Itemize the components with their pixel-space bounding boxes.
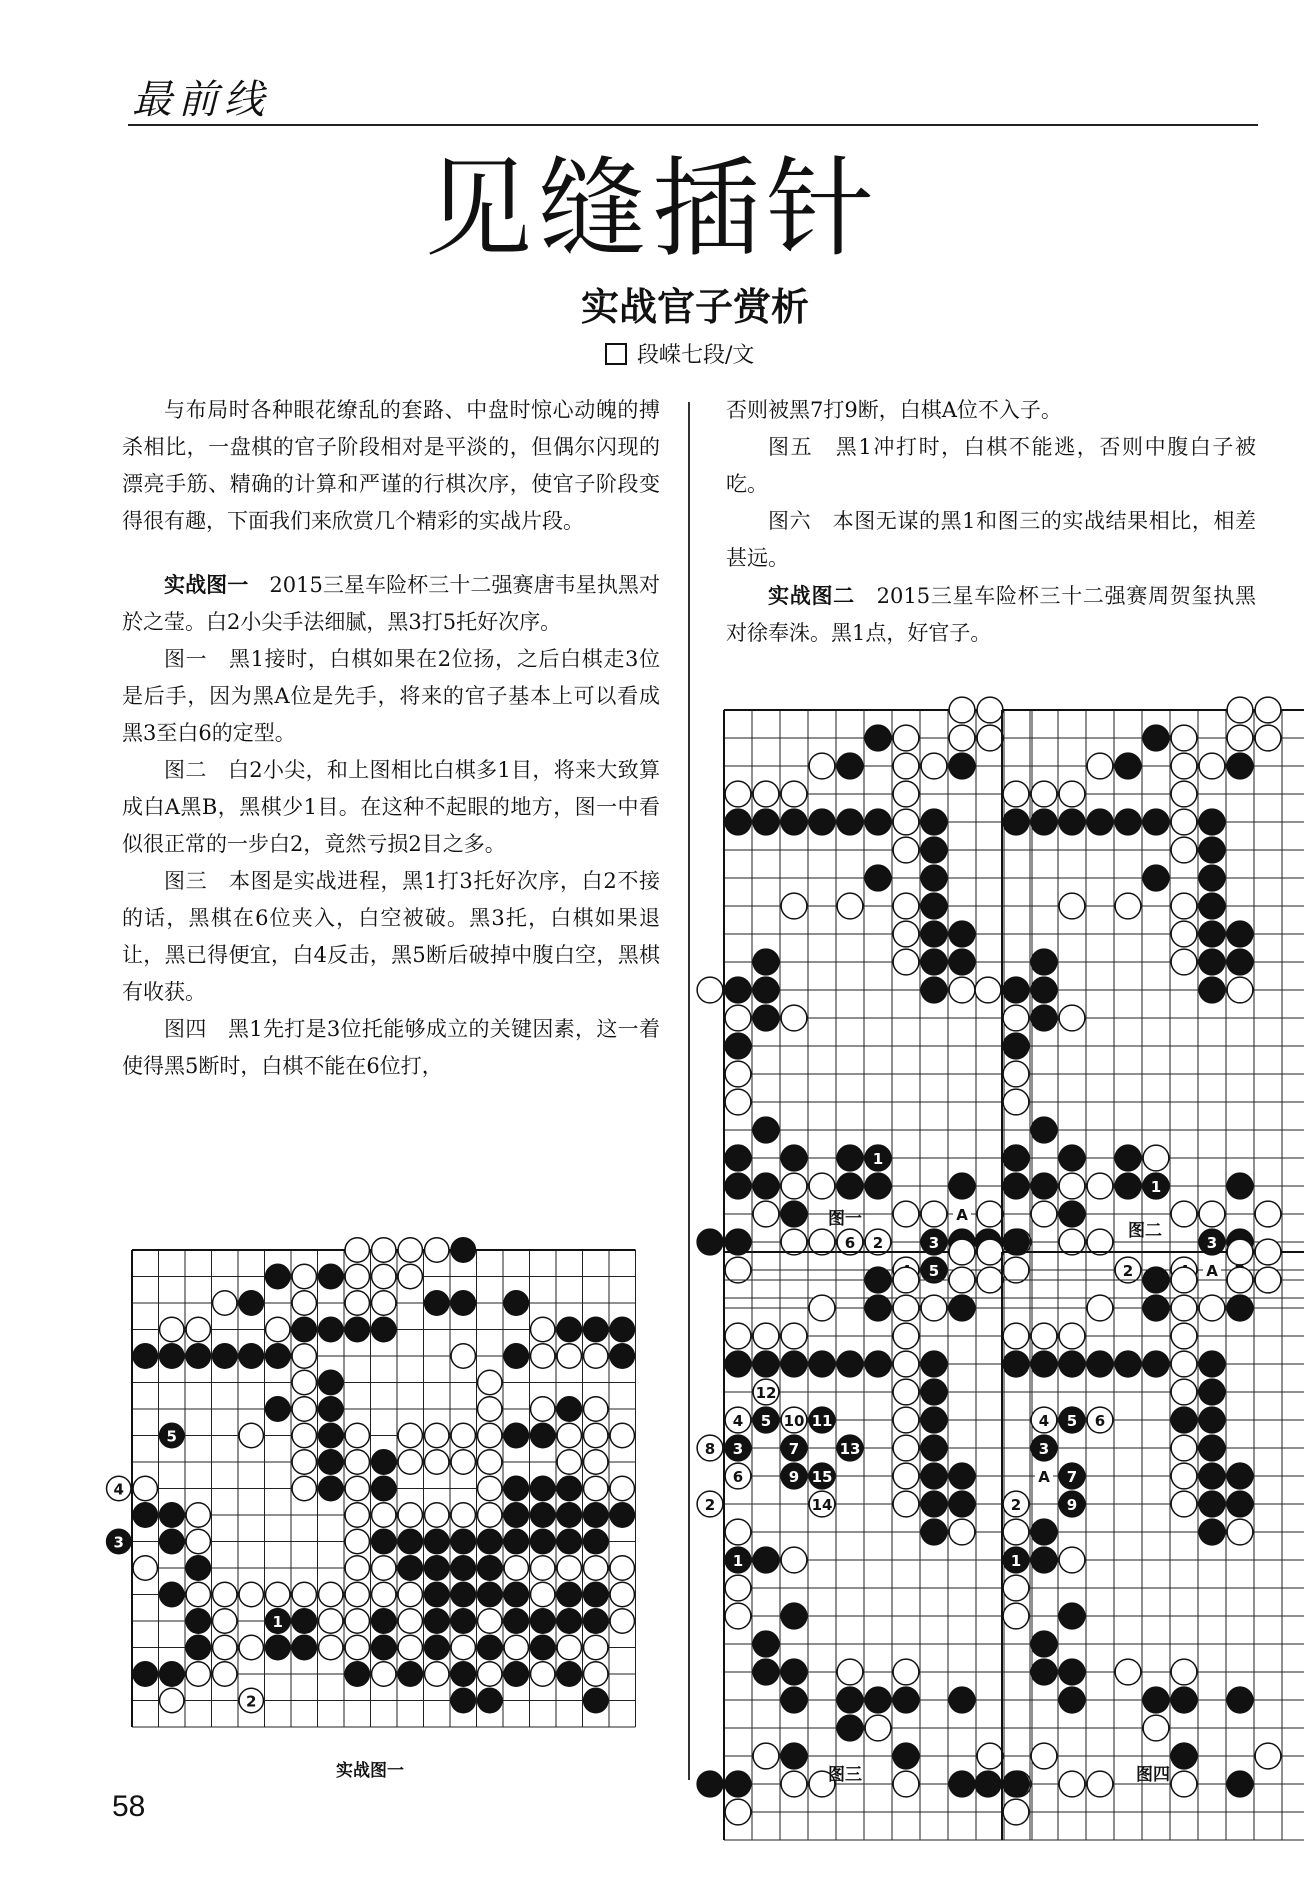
black-stone xyxy=(1031,1631,1057,1657)
move-number: 4 xyxy=(1038,1412,1050,1430)
white-stone xyxy=(1115,1659,1141,1685)
point-letter: A xyxy=(1206,1262,1218,1280)
white-stone xyxy=(1227,1239,1253,1265)
continued-paragraph: 否则被黑7打9断，白棋A位不入子。 xyxy=(726,398,1062,422)
black-stone xyxy=(1059,1603,1085,1629)
move-number: 2 xyxy=(872,1234,884,1252)
page-number: 58 xyxy=(112,1790,146,1823)
white-stone xyxy=(1255,1267,1281,1293)
move-number: 13 xyxy=(839,1440,861,1458)
move-number: 6 xyxy=(844,1234,856,1252)
black-stone xyxy=(1199,1435,1225,1461)
white-stone xyxy=(1003,1323,1029,1349)
move-number: 3 xyxy=(1206,1234,1218,1252)
black-stone xyxy=(1003,1351,1029,1377)
black-stone xyxy=(1227,1687,1253,1713)
black-stone xyxy=(1227,1295,1253,1321)
white-stone xyxy=(1031,1743,1057,1769)
white-stone xyxy=(1171,1659,1197,1685)
move-number: 9 xyxy=(1066,1496,1078,1514)
black-stone xyxy=(1199,1379,1225,1405)
move-number: 2 xyxy=(1010,1496,1022,1514)
caption-fig4: 图四 xyxy=(1136,1765,1170,1785)
black-stone xyxy=(1199,1491,1225,1517)
white-stone xyxy=(1227,1267,1253,1293)
move-number: 10 xyxy=(783,1412,805,1430)
move-number: 3 xyxy=(732,1440,744,1458)
black-stone xyxy=(1143,1295,1169,1321)
move-number: 9 xyxy=(788,1468,800,1486)
fig5-paragraph: 图五 黑1冲打时，白棋不能逃，否则中腹白子被吃。 xyxy=(726,435,1256,496)
black-stone xyxy=(975,1771,1001,1797)
black-stone xyxy=(1199,1463,1225,1489)
game1-text: 2015三星车险杯三十二强赛唐韦星执黑对於之莹。白2小尖手法细腻，黑3打5托好次序。 xyxy=(122,573,660,634)
black-stone xyxy=(1199,1407,1225,1433)
move-number: 3 xyxy=(113,1533,124,1552)
byline-text: 段嵘七段/文 xyxy=(637,343,755,368)
intro-paragraph: 与布局时各种眼花缭乱的套路、中盘时惊心动魄的搏杀相比，一盘棋的官子阶段相对是平淡的，但偶尔闪现的漂亮手筋、精确的计算和严谨的行棋次序，使官子阶段变得很有趣，下面我们来欣赏几个精彩的实战片段。 xyxy=(122,398,660,533)
move-number: 2 xyxy=(246,1692,257,1711)
caption-game1: 实战图一 xyxy=(336,1761,404,1781)
white-stone xyxy=(1199,1295,1225,1321)
white-stone xyxy=(1171,1435,1197,1461)
move-number: 1 xyxy=(872,1150,884,1168)
move-number: 7 xyxy=(788,1440,800,1458)
move-number: 3 xyxy=(1038,1440,1050,1458)
move-number: 5 xyxy=(1066,1412,1078,1430)
move-number: 11 xyxy=(811,1412,833,1430)
white-stone xyxy=(1003,1575,1029,1601)
move-number: 7 xyxy=(1066,1468,1078,1486)
move-number: 4 xyxy=(113,1480,124,1499)
white-stone xyxy=(1087,1295,1113,1321)
black-stone xyxy=(1031,1659,1057,1685)
black-stone xyxy=(1171,1687,1197,1713)
move-number: 1 xyxy=(732,1552,744,1570)
move-number: 3 xyxy=(928,1234,940,1252)
move-number: 1 xyxy=(1150,1178,1162,1196)
fig2-paragraph: 图二 白2小尖，和上图相比白棋多1目，将来大致算成白A黑B，黑棋少1目。在这种不起眼的地方，图一中看似很正常的一步白2，竟然亏损2目之多。 xyxy=(122,758,660,856)
game1-lead: 实战图一 xyxy=(164,572,249,597)
move-number: 1 xyxy=(272,1613,283,1631)
caption-fig2: 图二 xyxy=(1128,1221,1162,1241)
white-stone xyxy=(1031,1323,1057,1349)
white-stone xyxy=(1171,1295,1197,1321)
move-number: 5 xyxy=(166,1427,177,1446)
move-number: 15 xyxy=(811,1468,833,1486)
move-number: 1 xyxy=(1010,1552,1022,1570)
black-stone xyxy=(1003,1771,1029,1797)
black-stone xyxy=(1227,1771,1253,1797)
white-stone xyxy=(1003,1519,1029,1545)
black-stone xyxy=(1059,1687,1085,1713)
white-stone xyxy=(1227,1519,1253,1545)
black-stone xyxy=(1031,1351,1057,1377)
white-stone xyxy=(1171,1463,1197,1489)
black-stone xyxy=(1143,1687,1169,1713)
white-stone xyxy=(1171,1379,1197,1405)
black-stone xyxy=(1087,1351,1113,1377)
black-stone xyxy=(1199,1519,1225,1545)
white-stone xyxy=(1087,1771,1113,1797)
black-stone xyxy=(1115,1351,1141,1377)
white-stone xyxy=(1143,1715,1169,1741)
black-stone xyxy=(1059,1659,1085,1685)
fig1-paragraph: 图一 黑1接时，白棋如果在2位扬，之后白棋走3位是后手，因为黑A位是先手，将来的官子基本上可以看成黑3至白6的定型。 xyxy=(122,647,660,745)
game2-lead: 实战图二 xyxy=(768,583,855,608)
white-stone xyxy=(1171,1267,1197,1293)
game2-text: 2015三星车险杯三十二强赛周贺玺执黑对徐奉洙。黑1点，好官子。 xyxy=(726,584,1257,645)
move-number: 4 xyxy=(732,1412,744,1430)
article-subtitle: 实战官子赏析 xyxy=(580,285,809,329)
black-stone xyxy=(1171,1407,1197,1433)
black-stone xyxy=(1143,1267,1169,1293)
black-stone xyxy=(1227,1491,1253,1517)
move-number: 2 xyxy=(1122,1262,1134,1280)
fig6-paragraph: 图六 本图无谋的黑1和图三的实战结果相比，相差甚远。 xyxy=(726,509,1256,570)
move-number: 6 xyxy=(732,1468,744,1486)
white-stone xyxy=(1171,1323,1197,1349)
fig3-paragraph: 图三 本图是实战进程，黑1打3托好次序，白2不接的话，黑棋在6位夹入，白空被破。黑3托，白棋如果退让，黑已得便宜，白4反击，黑5断后破掉中腹白空，黑棋有收获。 xyxy=(122,869,660,1004)
white-stone xyxy=(1171,1351,1197,1377)
white-stone xyxy=(1171,1491,1197,1517)
black-stone xyxy=(1199,1351,1225,1377)
move-number: 5 xyxy=(928,1262,940,1280)
article-title: 见缝插针 xyxy=(423,147,880,272)
move-number: 5 xyxy=(760,1412,772,1430)
point-letter: A xyxy=(956,1206,968,1224)
move-number: 14 xyxy=(811,1496,833,1514)
white-stone xyxy=(1059,1771,1085,1797)
white-stone xyxy=(1059,1547,1085,1573)
white-stone xyxy=(1003,1799,1029,1825)
white-stone xyxy=(1059,1323,1085,1349)
move-number: 12 xyxy=(755,1384,777,1402)
section-title: 最前线 xyxy=(132,77,270,123)
white-stone xyxy=(1255,1239,1281,1265)
move-number: 8 xyxy=(704,1440,716,1458)
move-number: 2 xyxy=(704,1496,716,1514)
black-stone xyxy=(1031,1547,1057,1573)
black-stone xyxy=(1059,1351,1085,1377)
black-stone xyxy=(1143,1351,1169,1377)
black-stone xyxy=(1031,1519,1057,1545)
black-stone xyxy=(1227,1463,1253,1489)
point-letter: A xyxy=(1038,1468,1050,1486)
caption-fig3: 图三 xyxy=(828,1765,862,1785)
caption-fig1: 图一 xyxy=(828,1209,862,1229)
fig4-paragraph: 图四 黑1先打是3位托能够成立的关键因素，这一着使得黑5断时，白棋不能在6位打， xyxy=(122,1017,660,1078)
white-stone xyxy=(1255,1743,1281,1769)
move-number: 6 xyxy=(1094,1412,1106,1430)
white-stone xyxy=(1003,1603,1029,1629)
